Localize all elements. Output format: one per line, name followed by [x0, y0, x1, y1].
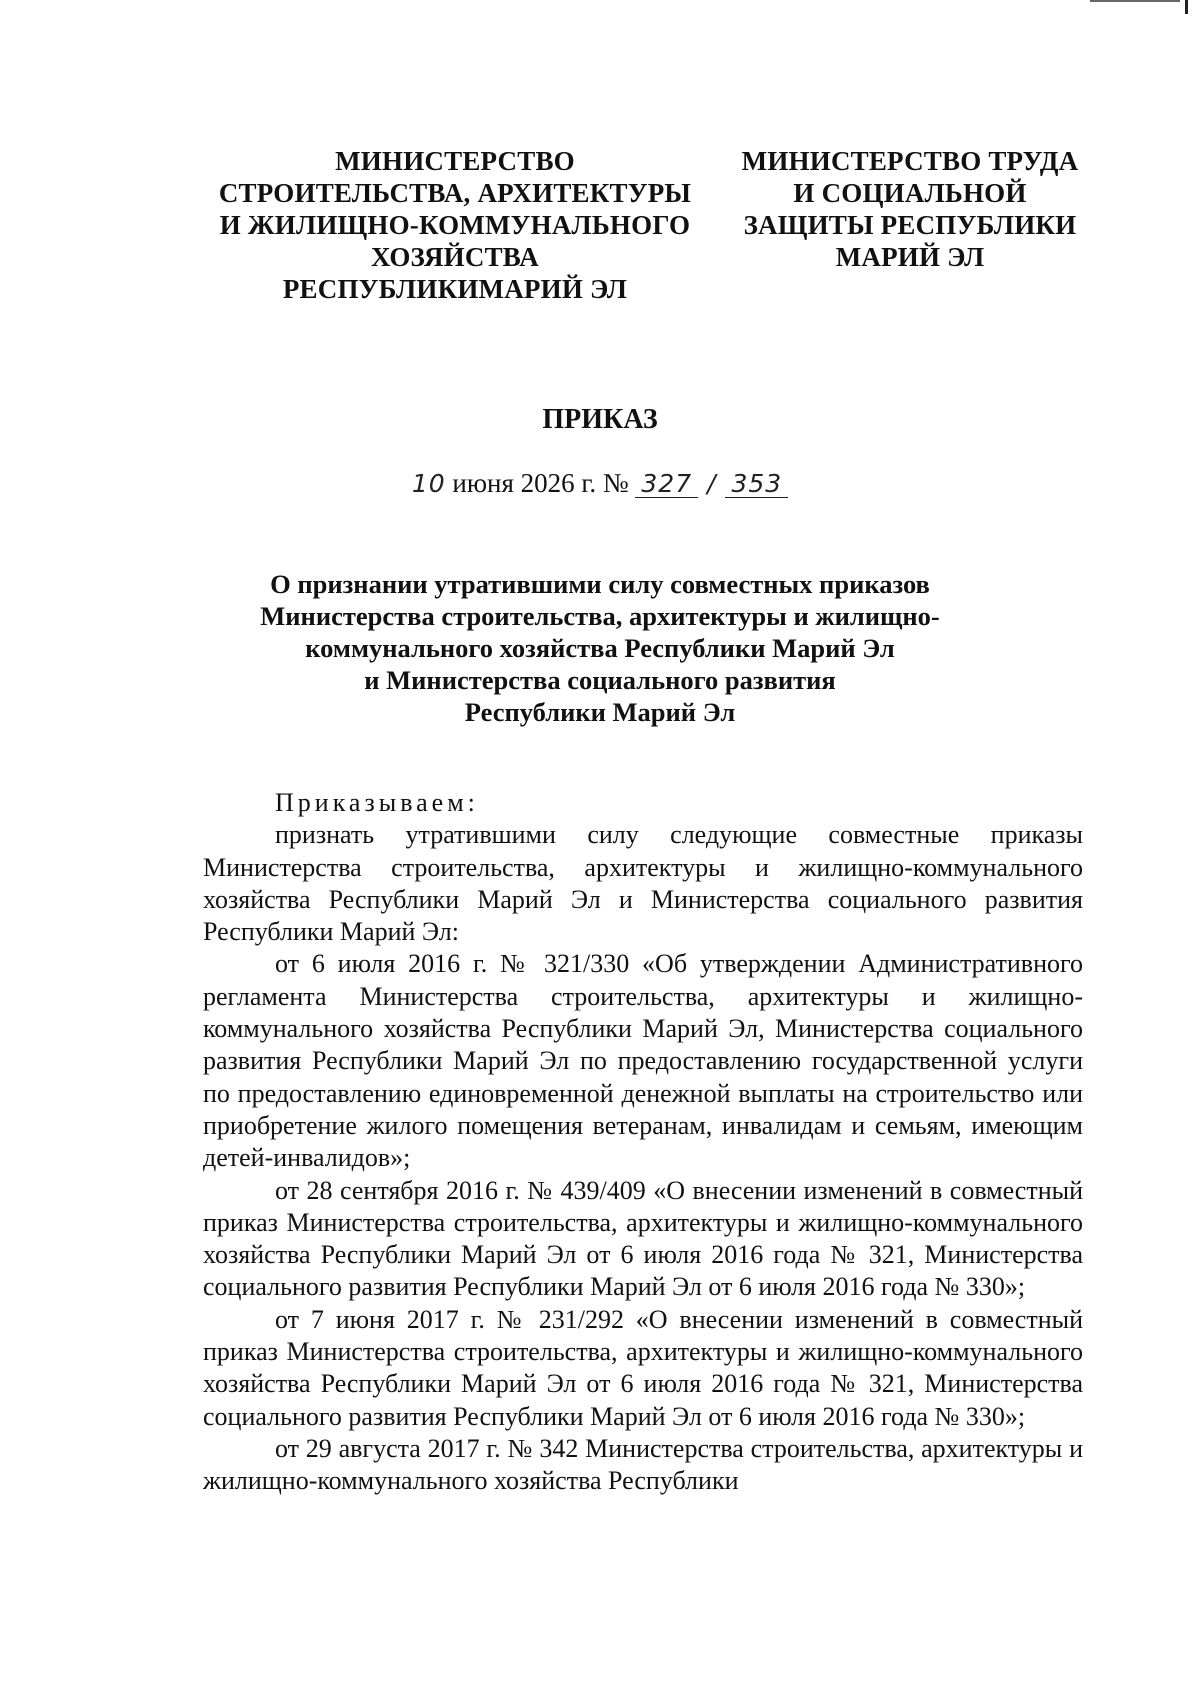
left-org-line: И ЖИЛИЩНО-КОММУНАЛЬНОГО: [219, 210, 691, 240]
document-subject: [0, 568, 1200, 728]
scan-edge-tick: [1185, 0, 1188, 14]
revoked-order-item: от 28 сентября 2016 г. № 439/409 «О внесении изменений в совместный приказ Министерства строительства, архитектуры и жилищно-коммунального хозяйства Республики Марий Эл от 6 июля 2016 года № 321, Министерства социального развития Республики Марий Эл от 6 июля 2016 года № 330»;: [203, 1175, 1083, 1302]
scan-edge-bar: [1090, 0, 1180, 2]
intro-paragraph: признать утратившими силу следующие совместные приказы Министерства строительства, архитектуры и жилищно-коммунального хозяйства Республики Марий Эл и Министерства социального развития Республики Марий Эл:: [203, 820, 1083, 947]
left-org-line: МИНИСТЕРСТВО: [335, 146, 575, 176]
subject-line: Республики Марий Эл: [464, 697, 736, 727]
order-word: Приказываем:: [275, 788, 479, 817]
handwritten-number-first: 327: [635, 471, 698, 498]
document-type-title: ПРИКАЗ: [542, 404, 658, 435]
right-org-line: И СОЦИАЛЬНОЙ: [793, 178, 1027, 208]
revoked-order-item: от 29 августа 2017 г. № 342 Министерства строительства, архитектуры и жилищно-коммунального хозяйства Республики: [203, 1433, 1083, 1496]
handwritten-number-second: 353: [725, 471, 788, 498]
left-organization-header: [205, 145, 705, 305]
right-org-line: ЗАЩИТЫ РЕСПУБЛИКИ: [743, 210, 1077, 240]
right-organization-header: [730, 145, 1090, 273]
right-org-line: МАРИЙ ЭЛ: [835, 242, 985, 272]
subject-line: и Министерства социального развития: [364, 665, 836, 695]
left-org-line: РЕСПУБЛИКИМАРИЙ ЭЛ: [282, 274, 628, 304]
left-org-line: СТРОИТЕЛЬСТВА, АРХИТЕКТУРЫ: [218, 178, 692, 208]
number-separator: /: [698, 469, 726, 498]
revoked-order-item: от 6 июля 2016 г. № 321/330 «Об утверждении Административного регламента Министерства строительства, архитектуры и жилищно-коммунального хозяйства Республики Марий Эл, Министерства социального развития Республики Марий Эл по предоставлению государственной услуги по предоставлению единовременной денежной выплаты на строительство или приобретение жилого помещения ветеранам, инвалидам и семьям, имеющим детей-инвалидов»;: [203, 949, 1083, 1173]
subject-line: Министерства строительства, архитектуры и жилищно-: [260, 601, 940, 631]
month-year-label: июня 2026 г. №: [445, 468, 636, 498]
right-org-line: МИНИСТЕРСТВО ТРУДА: [741, 146, 1079, 176]
handwritten-day: 10: [411, 469, 446, 498]
subject-line: О признании утратившими силу совместных приказов: [270, 569, 930, 599]
date-and-number-line: [0, 468, 1200, 499]
left-org-line: ХОЗЯЙСТВА: [371, 242, 539, 272]
subject-line: коммунального хозяйства Республики Марий Эл: [305, 633, 895, 663]
revoked-order-item: от 7 июня 2017 г. № 231/292 «О внесении изменений в совместный приказ Министерства строительства, архитектуры и жилищно-коммунального хозяйства Республики Марий Эл от 6 июля 2016 года № 321, Министерства социального развития Республики Марий Эл от 6 июля 2016 года № 330»;: [203, 1304, 1083, 1431]
document-body: [203, 787, 1083, 1498]
scan-edge-mark: [1058, 0, 1188, 8]
